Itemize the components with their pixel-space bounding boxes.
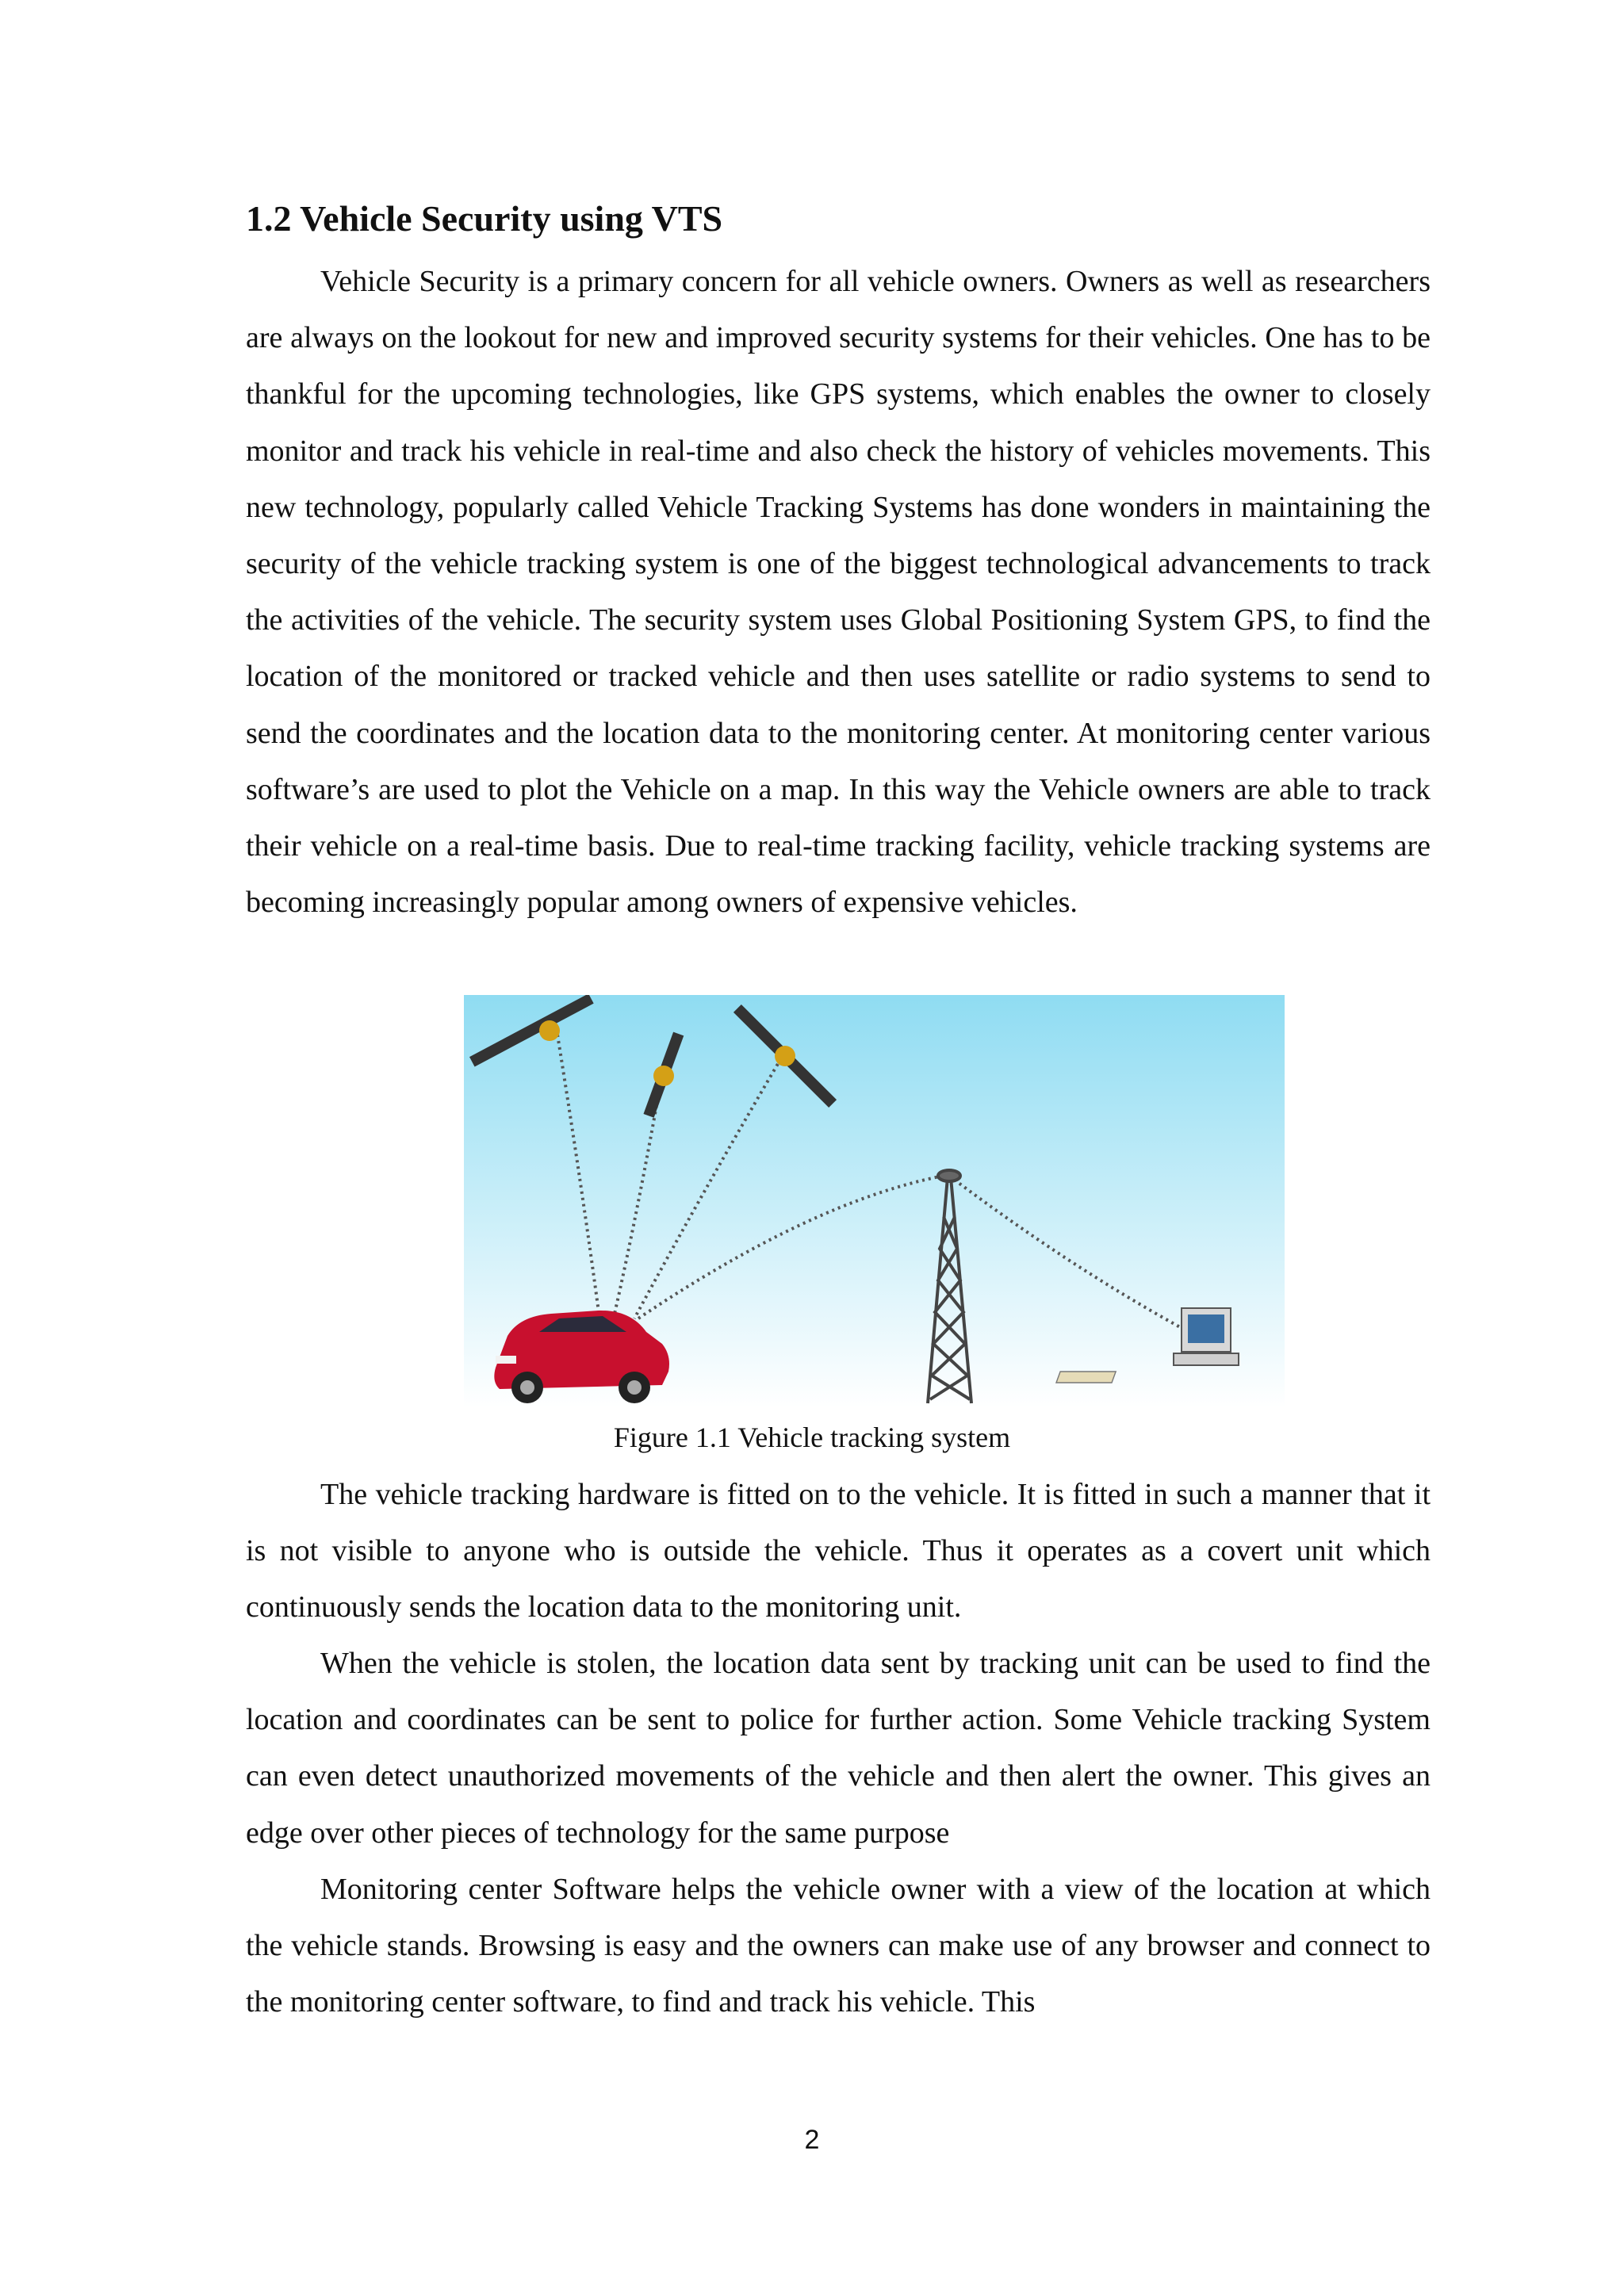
figure-caption: Figure 1.1 Vehicle tracking system bbox=[613, 1422, 1011, 1453]
figure-vehicle-tracking bbox=[464, 995, 1285, 1407]
page-number: 2 bbox=[804, 2125, 820, 2155]
paragraph-vehicle-security: Vehicle Security is a primary concern for all vehicle owners. Owners as well as researchers are always on the lookout for new and improved security systems for their vehicles. One has to be thankful for the upcoming technologies, like GPS systems, which enables the owner to closely monitor and track his vehicle in real-time and also check the history of vehicles movements. This new technology, popularly called Vehicle Tracking Systems has done wonders in maintaining the security of the vehicle tracking system is one of the biggest technological advancements to track the activities of the vehicle. The security system uses Global Positioning System GPS, to find the location of the monitored or tracked vehicle and then uses satellite or radio systems to send to send the coordinates and the location data to the monitoring center. At monitoring center various software’s are used to plot the Vehicle on a map. In this way the Vehicle owners are able to track their vehicle on a real-time basis. Due to real-time tracking facility, vehicle tracking systems are becoming increasingly popular among owners of expensive vehicles. bbox=[246, 265, 1431, 920]
section-heading: 1.2 Vehicle Security using VTS bbox=[246, 198, 723, 239]
paragraph-monitoring-center: Monitoring center Software helps the vehicle owner with a view of the location at which the vehicle stands. Browsing is easy and the owners can make use of any browser and connect to the monitoring center software, to find and track his vehicle. This bbox=[246, 1873, 1431, 2019]
vehicle-tracking-illustration bbox=[464, 995, 1285, 1407]
paragraph-tracking-hardware: The vehicle tracking hardware is fitted on to the vehicle. It is fitted in such a manner that it is not visible to anyone who is outside the vehicle. Thus it operates as a covert unit which continuously sends the location data to the monitoring unit. bbox=[246, 1478, 1431, 1624]
paragraph-stolen-vehicle: When the vehicle is stolen, the location data sent by tracking unit can be used to find the location and coordinates can be sent to police for further action. Some Vehicle tracking System can even detect unauthorized movements of the vehicle and then alert the owner. This gives an edge over other pieces of technology for the same purpose bbox=[246, 1647, 1431, 1850]
